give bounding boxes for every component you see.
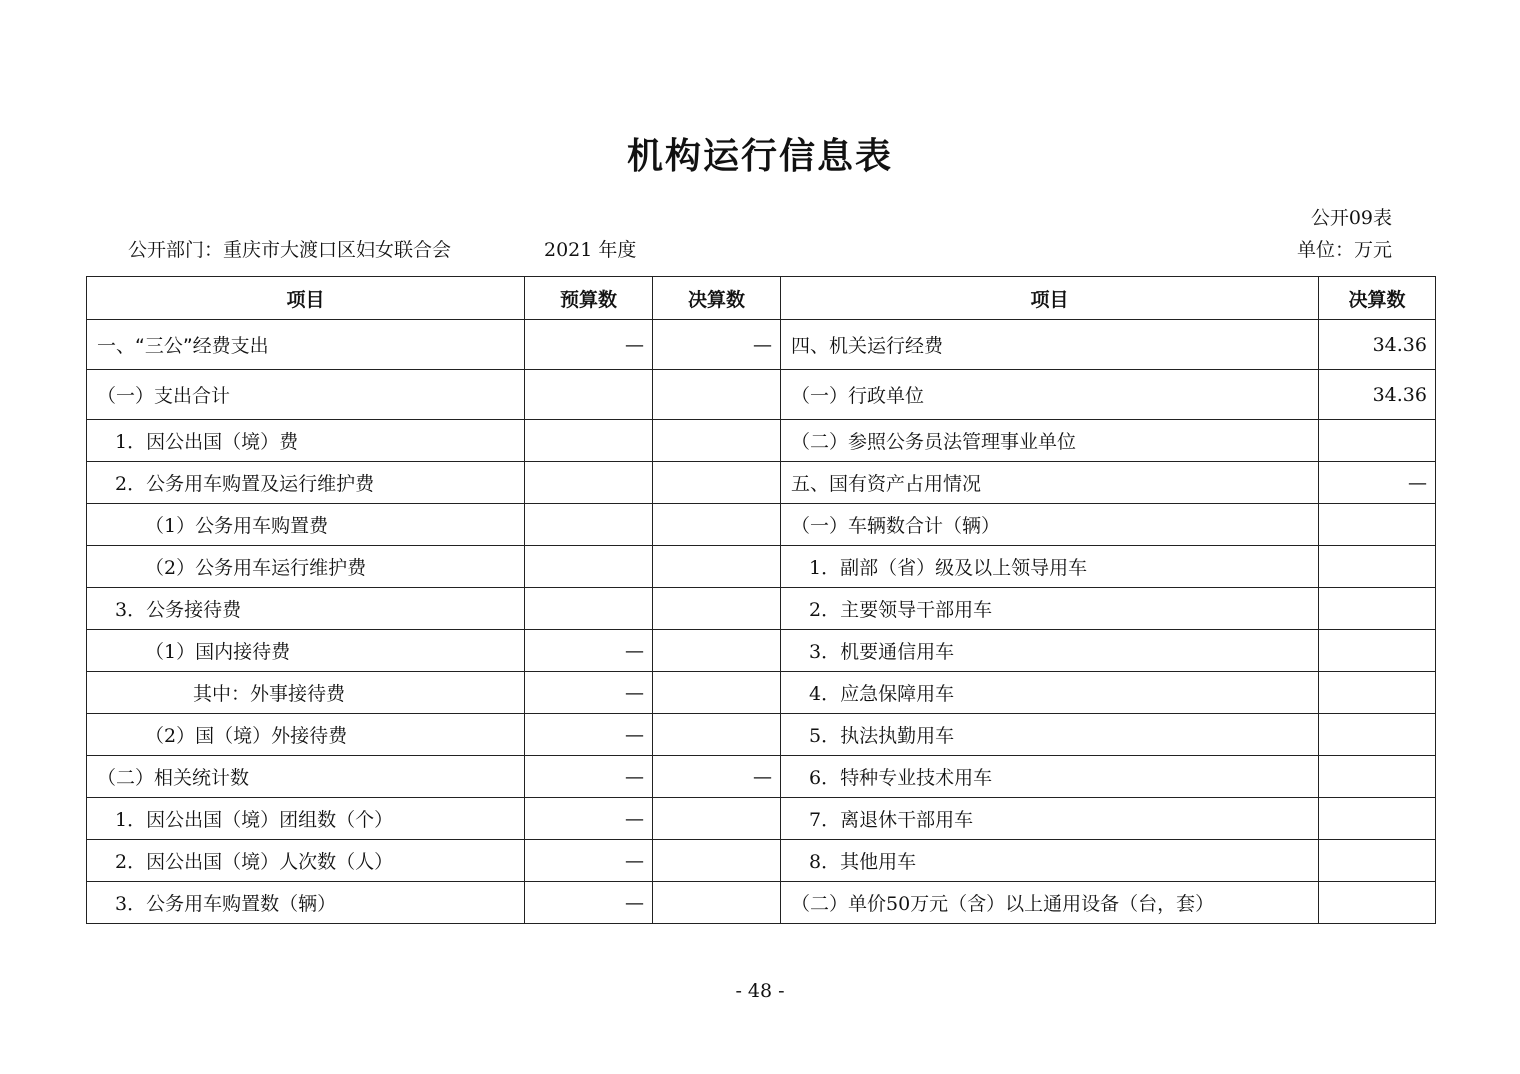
left-item: （1）国内接待费	[87, 630, 525, 672]
right-final-cell	[1319, 420, 1436, 462]
right-item: （二）单价50万元（含）以上通用设备（台，套）	[781, 882, 1319, 924]
right-item: 6．特种专业技术用车	[781, 756, 1319, 798]
final-cell	[653, 462, 781, 504]
left-item: （二）相关统计数	[87, 756, 525, 798]
unit-label: 单位：万元	[1296, 239, 1392, 261]
right-final-cell: 34.36	[1319, 370, 1436, 420]
right-item: （二）参照公务员法管理事业单位	[781, 420, 1319, 462]
budget-cell: —	[525, 882, 653, 924]
final-cell	[653, 588, 781, 630]
right-final-cell	[1319, 798, 1436, 840]
right-final-cell	[1319, 630, 1436, 672]
budget-cell: —	[525, 714, 653, 756]
budget-cell	[525, 420, 653, 462]
right-item: 四、机关运行经费	[781, 320, 1319, 370]
final-cell	[653, 714, 781, 756]
left-item: 1．因公出国（境）费	[87, 420, 525, 462]
left-item: 一、“三公”经费支出	[87, 320, 525, 370]
final-cell	[653, 882, 781, 924]
header-final-right: 决算数	[1319, 277, 1436, 320]
budget-cell: —	[525, 840, 653, 882]
right-item: （一）车辆数合计（辆）	[781, 504, 1319, 546]
left-item: （一）支出合计	[87, 370, 525, 420]
final-cell	[653, 370, 781, 420]
info-table	[86, 276, 1436, 924]
right-final-cell	[1319, 546, 1436, 588]
budget-cell: —	[525, 798, 653, 840]
right-final-cell	[1319, 672, 1436, 714]
table-row	[87, 420, 1436, 462]
table-row	[87, 370, 1436, 420]
final-cell	[653, 798, 781, 840]
table-row	[87, 714, 1436, 756]
table-row	[87, 546, 1436, 588]
header-budget: 预算数	[525, 277, 653, 320]
header-left-item: 项目	[87, 277, 525, 320]
page-number: - 48 -	[735, 980, 785, 1002]
budget-cell: —	[525, 756, 653, 798]
table-row	[87, 588, 1436, 630]
left-item: 2．公务用车购置及运行维护费	[87, 462, 525, 504]
final-cell	[653, 630, 781, 672]
right-final-cell	[1319, 588, 1436, 630]
table-row	[87, 462, 1436, 504]
department-label: 公开部门：重庆市大渡口区妇女联合会	[128, 239, 452, 261]
right-item: 3．机要通信用车	[781, 630, 1319, 672]
header-right-item: 项目	[781, 277, 1319, 320]
right-item: 5．执法执勤用车	[781, 714, 1319, 756]
right-final-cell	[1319, 504, 1436, 546]
right-final-cell	[1319, 840, 1436, 882]
table-header-row	[87, 277, 1436, 320]
table-row	[87, 630, 1436, 672]
budget-cell: —	[525, 672, 653, 714]
year-label: 2021 年度	[544, 239, 637, 261]
final-cell: —	[653, 756, 781, 798]
final-cell	[653, 420, 781, 462]
final-cell: —	[653, 320, 781, 370]
page-title: 机构运行信息表	[626, 136, 893, 177]
right-final-cell	[1319, 714, 1436, 756]
left-item: （1）公务用车购置费	[87, 504, 525, 546]
budget-cell: —	[525, 630, 653, 672]
table-row	[87, 882, 1436, 924]
budget-cell	[525, 462, 653, 504]
left-item: （2）公务用车运行维护费	[87, 546, 525, 588]
table-row	[87, 840, 1436, 882]
right-final-cell	[1319, 882, 1436, 924]
right-item: 7．离退休干部用车	[781, 798, 1319, 840]
left-item: 1．因公出国（境）团组数（个）	[87, 798, 525, 840]
budget-cell	[525, 588, 653, 630]
final-cell	[653, 504, 781, 546]
budget-cell	[525, 370, 653, 420]
final-cell	[653, 672, 781, 714]
right-final-cell	[1319, 756, 1436, 798]
budget-cell: —	[525, 320, 653, 370]
left-item: 3．公务用车购置数（辆）	[87, 882, 525, 924]
table-id: 公开09表	[1310, 207, 1392, 229]
table-row	[87, 320, 1436, 370]
final-cell	[653, 840, 781, 882]
right-final-cell: —	[1319, 462, 1436, 504]
header-final-left: 决算数	[653, 277, 781, 320]
right-item: 4．应急保障用车	[781, 672, 1319, 714]
right-item: 2．主要领导干部用车	[781, 588, 1319, 630]
right-item: （一）行政单位	[781, 370, 1319, 420]
final-cell	[653, 546, 781, 588]
budget-cell	[525, 546, 653, 588]
table-row	[87, 504, 1436, 546]
table-row	[87, 672, 1436, 714]
right-item: 8．其他用车	[781, 840, 1319, 882]
right-item: 五、国有资产占用情况	[781, 462, 1319, 504]
left-item: 2．因公出国（境）人次数（人）	[87, 840, 525, 882]
budget-cell	[525, 504, 653, 546]
table-row	[87, 756, 1436, 798]
left-item: 其中：外事接待费	[87, 672, 525, 714]
left-item: 3．公务接待费	[87, 588, 525, 630]
left-item: （2）国（境）外接待费	[87, 714, 525, 756]
right-final-cell: 34.36	[1319, 320, 1436, 370]
table-row	[87, 798, 1436, 840]
right-item: 1．副部（省）级及以上领导用车	[781, 546, 1319, 588]
